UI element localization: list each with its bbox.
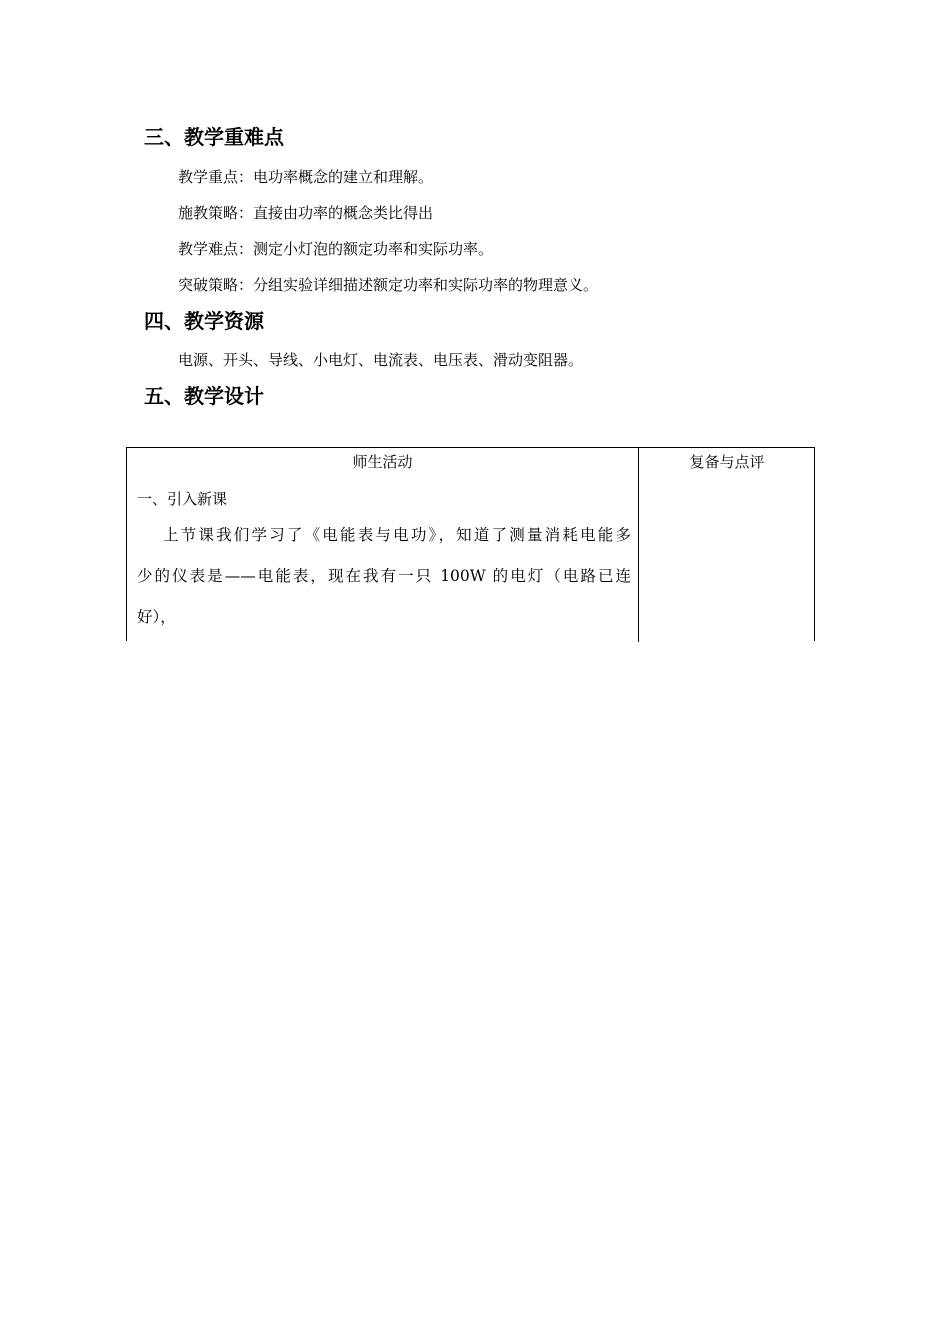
strategy-line: 施教策略：直接由功率的概念类比得出 (178, 204, 434, 222)
section-heading-key-points: 三、教学重难点 (144, 125, 284, 149)
table-body-line: 好）， (137, 608, 176, 626)
table-column-divider (638, 448, 639, 642)
resources-line: 电源、开头、导线、小电灯、电流表、电压表、滑动变阻器。 (178, 351, 584, 369)
table-section-label: 一、引入新课 (137, 490, 228, 508)
key-point-line: 教学重点：电功率概念的建立和理解。 (178, 168, 434, 186)
table-header-activities: 师生活动 (352, 453, 413, 471)
difficulty-line: 教学难点：测定小灯泡的额定功率和实际功率。 (178, 240, 494, 258)
table-body-line: 上节课我们学习了《电能表与电功》，知道了测量消耗电能多 (163, 526, 631, 544)
teaching-design-table (126, 447, 815, 641)
section-heading-design: 五、教学设计 (144, 384, 264, 408)
table-body-line: 少的仪表是——电能表，现在我有一只 100W 的电灯（电路已连 (137, 567, 631, 585)
section-heading-resources: 四、教学资源 (144, 309, 264, 333)
table-header-review: 复备与点评 (689, 453, 765, 471)
breakthrough-line: 突破策略：分组实验详细描述额定功率和实际功率的物理意义。 (178, 276, 599, 294)
